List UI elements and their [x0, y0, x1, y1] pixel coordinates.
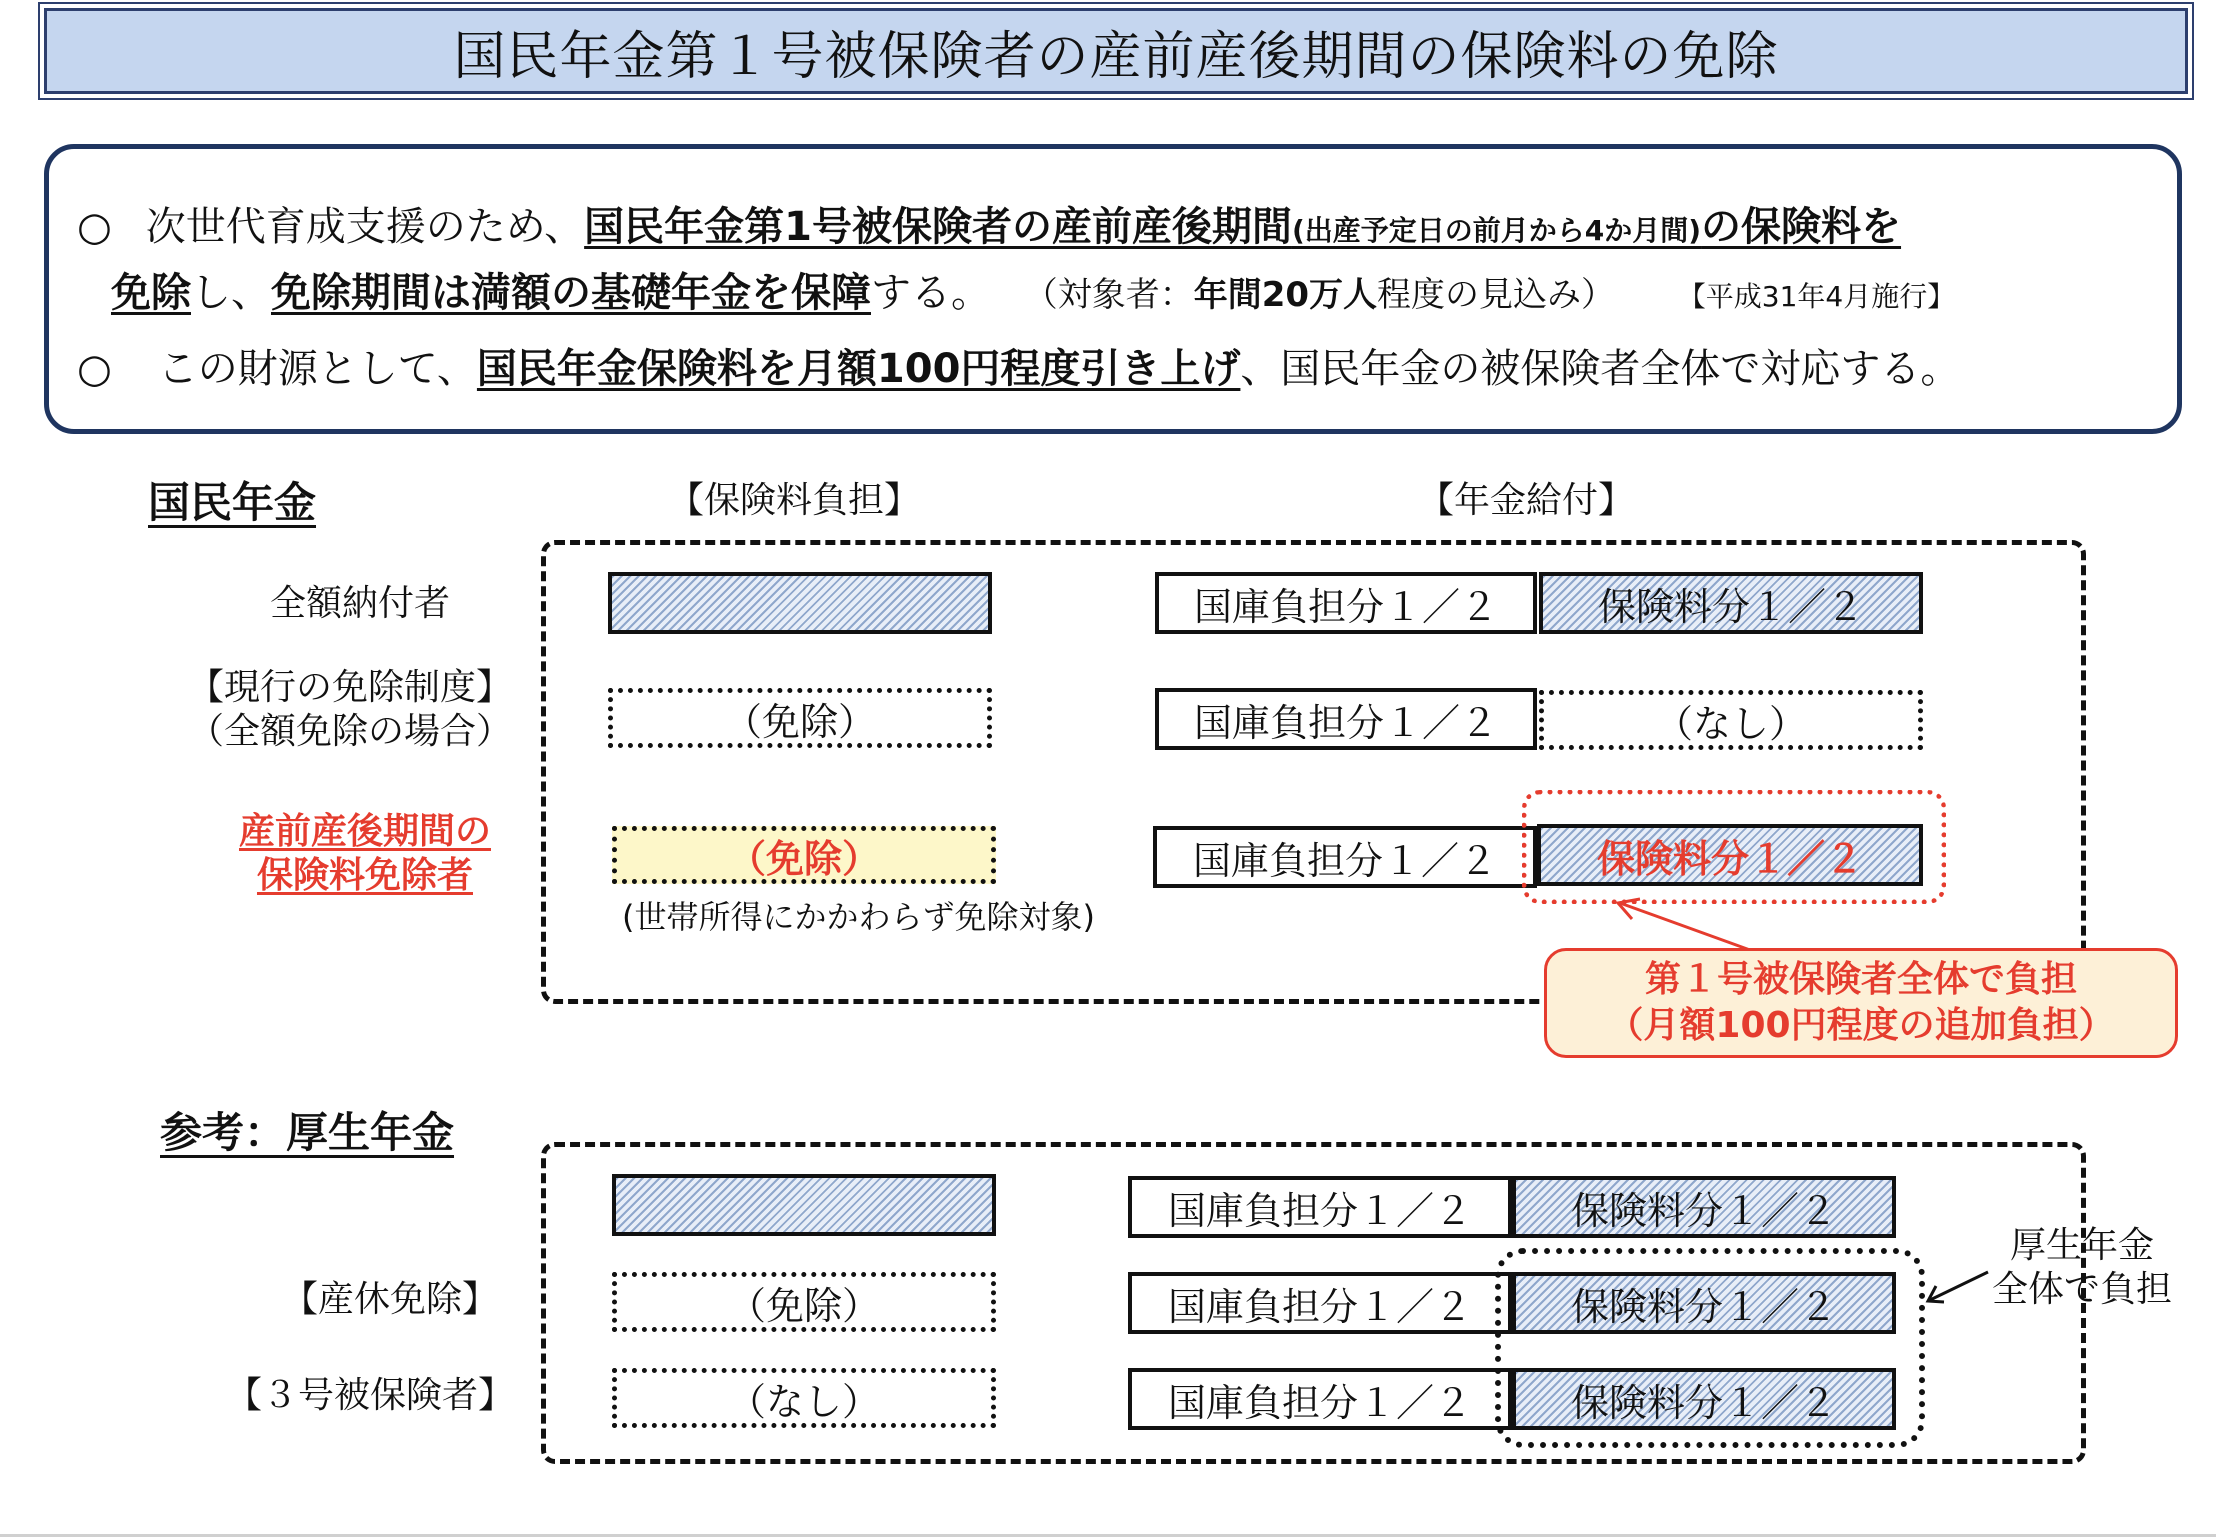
bullet-circle-icon: ○	[77, 346, 112, 392]
treasury-share-bar: 国庫負担分１／２	[1155, 572, 1537, 634]
col-benefit-heading: 【年金給付】	[1418, 480, 1635, 521]
premium-bar-none: （なし）	[612, 1368, 996, 1428]
treasury-share-bar: 国庫負担分１／２	[1128, 1272, 1512, 1334]
row-label-full-payer: 全額納付者	[269, 583, 450, 624]
effective-date: 【平成31年4月施行】	[1677, 280, 1956, 313]
summary-line-3: ○ この財源として、国民年金保険料を月額100円程度引き上げ、国民年金の被保険者全体で対応する。	[77, 346, 1961, 392]
premium-bar-exempt: （免除）	[608, 688, 992, 748]
premium-share-bar: 保険料分１／２	[1512, 1272, 1896, 1334]
kosei-heading: 参考：厚生年金	[160, 1108, 455, 1157]
summary-line-2: 免除し、免除期間は満額の基礎年金を保障する。 （対象者：年間20万人程度の見込み） 【平成31年4月施行】	[111, 270, 1956, 316]
row-label-maternity-leave: 【産休免除】	[281, 1279, 498, 1320]
summary-line-1: ○ 次世代育成支援のため、国民年金第1号被保険者の産前産後期間(出産予定日の前月から4か月間)の保険料を	[77, 204, 1902, 250]
treasury-share-bar: 国庫負担分１／２	[1155, 688, 1537, 750]
page-title: 国民年金第１号被保険者の産前産後期間の保険料の免除	[44, 8, 2188, 94]
premium-share-bar: 保険料分１／２	[1512, 1368, 1896, 1430]
premium-share-bar: 保険料分１／２	[1512, 1176, 1896, 1238]
premium-share-bar: 保険料分１／２	[1539, 572, 1923, 634]
burden-note: 第１号被保険者全体で負担 （月額100円程度の追加負担）	[1544, 948, 2178, 1058]
divider	[0, 1534, 2216, 1537]
premium-bar-full	[608, 572, 992, 634]
row-label-category-3: 【３号被保険者】	[225, 1375, 514, 1416]
kosei-burden-note: 厚生年金 全体で負担	[1991, 1225, 2172, 1310]
row-label-current-exemption: 【現行の免除制度】 （全額免除の場合）	[187, 667, 512, 752]
row-label-maternity-exemption: 産前産後期間の 保険料免除者	[238, 811, 491, 896]
col-premium-heading: 【保険料負担】	[668, 480, 921, 521]
treasury-share-bar: 国庫負担分１／２	[1128, 1368, 1512, 1430]
summary-box	[44, 144, 2182, 434]
premium-share-bar-highlight: 保険料分１／２	[1537, 824, 1923, 886]
exemption-note: (世帯所得にかかわらず免除対象)	[622, 898, 1095, 936]
kosei-burden-frame	[1495, 1248, 1925, 1448]
premium-bar-exempt: （免除）	[612, 1272, 996, 1332]
treasury-share-bar: 国庫負担分１／２	[1153, 826, 1537, 888]
arrow-icon	[1600, 895, 1760, 955]
premium-bar-maternity-exempt: （免除）	[612, 826, 996, 884]
premium-bar-full	[612, 1174, 996, 1236]
treasury-share-bar: 国庫負担分１／２	[1128, 1176, 1512, 1238]
kokumin-heading: 国民年金	[148, 478, 317, 527]
bullet-circle-icon: ○	[77, 204, 112, 250]
premium-share-none: （なし）	[1539, 690, 1923, 750]
